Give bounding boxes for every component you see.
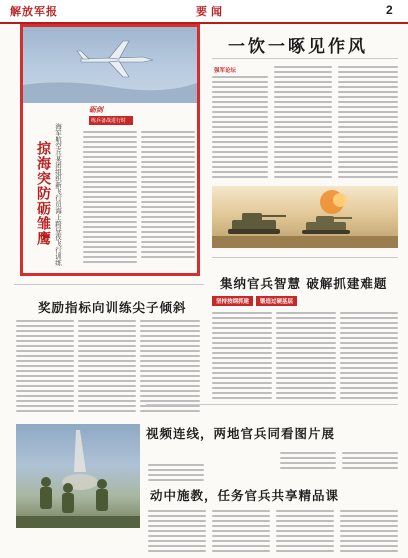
column-label: 强军论坛 [214,68,237,74]
badge-top: 砺剑 [89,106,103,114]
opinion-col-2 [274,66,332,181]
masthead [0,0,408,24]
tank-icon [302,216,352,234]
tag-2: 锻造过硬基层 [256,296,297,306]
headline-2: 集纳官兵智慧 破解抓建难题 [220,276,388,291]
badge-bottom: 练兵备战进行时 [89,116,133,125]
newspaper-logo: 解放军报 [10,5,58,18]
tag-bar [212,296,297,306]
tank-photo [212,186,398,248]
aircraft-icon [77,41,153,77]
article-col-m [340,510,398,555]
article-col-j [148,510,206,555]
section-title: 要闻 [196,5,226,18]
page-number: 2 [386,3,393,17]
article-col-k [212,510,270,555]
feature-body-text [83,131,195,273]
article-col-c [340,312,398,402]
headline-3: 奖励指标向训练尖子倾斜 [38,300,187,315]
article-col-d [16,320,74,415]
artillery-photo [16,424,140,528]
featured-story [20,24,200,276]
feature-subheadline: 海军航空兵某团组织新飞行员海上跨昼夜飞行训练 [54,123,62,266]
feature-badge [89,105,133,127]
article-col-b [276,312,336,402]
tag-1: 坚持按纲抓建 [212,296,253,306]
opinion-col-3 [338,66,398,181]
article-col-l [276,510,334,555]
opinion-col-1 [212,76,268,181]
article-col-i [342,452,398,472]
article-col-f [140,320,200,415]
feature-headline: 掠海突防砺雏鹰 [35,141,51,246]
headline-1: 一饮一啄见作风 [228,37,368,57]
headline-5: 动中施教，任务官兵共享精品课 [150,488,340,503]
article-col-h [280,452,336,472]
aircraft-photo [23,27,197,103]
article-col-e [78,320,136,415]
article-col-a [212,312,272,402]
tank-icon [228,213,286,234]
article-col-g [148,464,204,484]
headline-4: 视频连线，两地官兵同看图片展 [146,426,336,441]
